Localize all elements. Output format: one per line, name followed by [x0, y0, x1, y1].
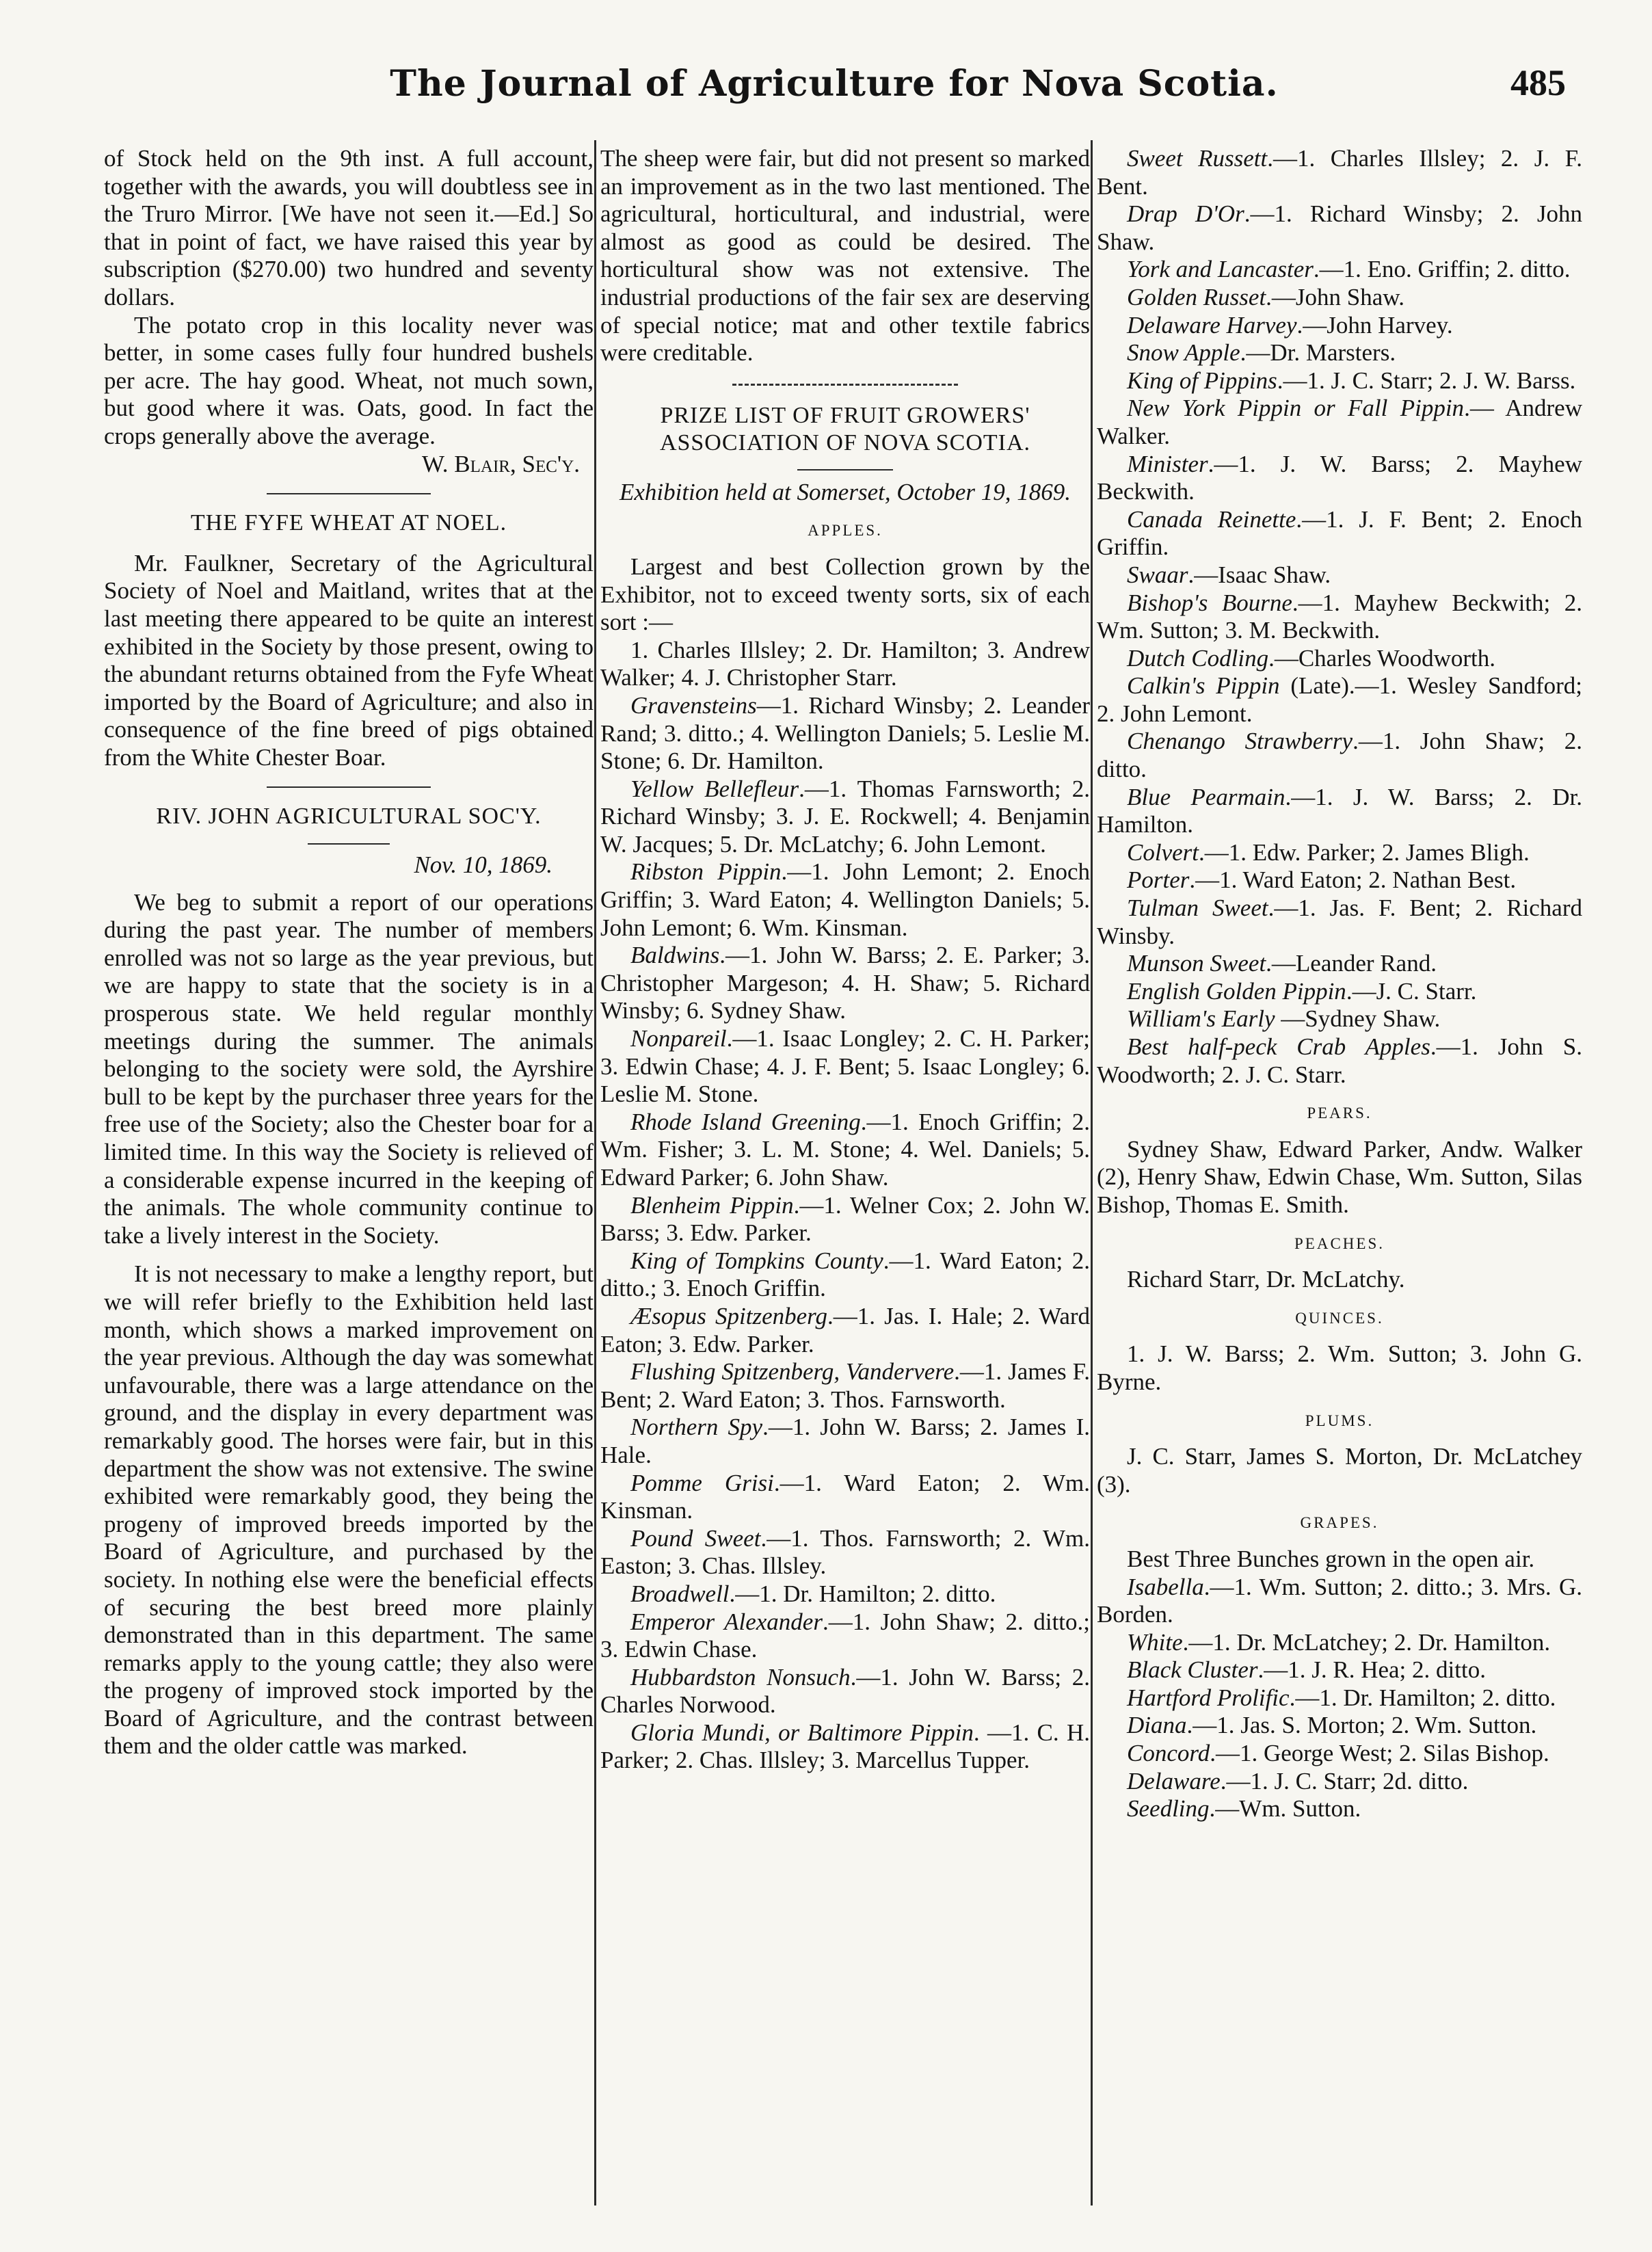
subheading-pears: PEARS.	[1307, 1104, 1372, 1122]
page-header	[103, 60, 1566, 115]
prize-entry: Diana.—1. Jas. S. Morton; 2. Wm. Sutton.	[1127, 1712, 1537, 1739]
prize-entry: Sweet Russett.—1. Charles Illsley; 2. J. F. Bent.	[1097, 145, 1582, 200]
prize-entry: Best half-peck Crab Apples.—1. John S. Woodworth; 2. J. C. Starr.	[1097, 1033, 1582, 1088]
section-divider	[267, 493, 431, 494]
prize-entry: Blue Pearmain.—1. J. W. Barss; 2. Dr. Hamilton.	[1097, 783, 1582, 838]
prize-entry: Dutch Codling.—Charles Woodworth.	[1127, 644, 1495, 672]
prize-entry: Baldwins.—1. John W. Barss; 2. E. Parker; 3. Christopher Margeson; 4. H. Shaw; 5. Richard Winsby; 6. Sydney Shaw.	[600, 942, 1090, 1024]
prize-entry: Delaware Harvey.—John Harvey.	[1127, 311, 1453, 339]
column-2	[600, 145, 1090, 2203]
prize-entry: Nonpareil.—1. Isaac Longley; 2. C. H. Parker; 3. Edwin Chase; 4. J. F. Bent; 5. Isaac Longley; 6. Leslie M. Stone.	[600, 1025, 1090, 1108]
subheading-quinces: QUINCES.	[1295, 1309, 1384, 1327]
dateline: Nov. 10, 1869.	[414, 851, 552, 879]
prize-entry: Swaar.—Isaac Shaw.	[1127, 561, 1331, 588]
prize-entry: Gravensteins—1. Richard Winsby; 2. Leander Rand; 3. ditto.; 4. Wellington Daniels; 5. Leslie M. Stone; 6. Dr. Hamilton.	[600, 691, 1090, 775]
prize-entry: Munson Sweet.—Leander Rand.	[1127, 950, 1437, 977]
paragraph: J. C. Starr, James S. Morton, Dr. McLatchey (3).	[1097, 1443, 1582, 1498]
heading-rule	[308, 843, 390, 845]
running-title: The Journal of Agriculture for Nova Scotia.	[390, 63, 1279, 105]
prize-entry: Hartford Prolific.—1. Dr. Hamilton; 2. ditto.	[1127, 1684, 1556, 1711]
prize-entry: Flushing Spitzenberg, Vandervere.—1. James F. Bent; 2. Ward Eaton; 3. Thos. Farnsworth.	[600, 1358, 1090, 1413]
signature: W. Blair, Sec'y.	[421, 450, 580, 477]
prize-entry: Rhode Island Greening.—1. Enoch Griffin; 2. Wm. Fisher; 3. L. M. Stone; 4. Wel. Daniels; 5. Edward Parker; 6. John Shaw.	[600, 1108, 1090, 1191]
exhibition-line: Exhibition held at Somerset, October 19, 1869.	[619, 478, 1071, 505]
paragraph: Largest and best Collection grown by the Exhibitor, not to exceed twenty sorts, six of each sort :—	[600, 553, 1090, 636]
prize-entry: Tulman Sweet.—1. Jas. F. Bent; 2. Richard Winsby.	[1097, 895, 1582, 949]
prize-entry: Pomme Grisi.—1. Ward Eaton; 2. Wm. Kinsman.	[600, 1469, 1090, 1524]
column-rule-left	[594, 140, 596, 2205]
prize-entry: New York Pippin or Fall Pippin.— Andrew Walker.	[1097, 395, 1582, 449]
prize-entry: William's Early —Sydney Shaw.	[1127, 1005, 1441, 1033]
prize-entry: Porter.—1. Ward Eaton; 2. Nathan Best.	[1127, 866, 1517, 894]
prize-entry: Emperor Alexander.—1. John Shaw; 2. ditto.; 3. Edwin Chase.	[600, 1608, 1090, 1663]
column-3	[1097, 145, 1582, 2203]
paragraph: of Stock held on the 9th inst. A full account, together with the awards, you will doubtless see in the Truro Mirror. [We have not seen it.—Ed.] So that in point of fact, we have raised this year by subscription ($270.00) two hundred and seventy dollars.	[104, 145, 594, 310]
heading-rule	[797, 469, 893, 471]
section-heading: RIV. JOHN AGRICULTURAL SOC'Y.	[156, 804, 542, 830]
paragraph: Mr. Faulkner, Secretary of the Agricultural Society of Noel and Maitland, writes that at the last meeting there appeared to be quite an interest exhibited in the Society by those present, owing to the abundant returns obtained from the Fyfe Wheat imported by the Board of Agriculture; and also in consequence of the fine breed of pigs obtained from the White Chester Boar.	[104, 549, 594, 771]
prize-entry: Colvert.—1. Edw. Parker; 2. James Bligh.	[1127, 838, 1530, 866]
prize-entry: English Golden Pippin.—J. C. Starr.	[1127, 977, 1477, 1005]
prize-entry: Pound Sweet.—1. Thos. Farnsworth; 2. Wm. Easton; 3. Chas. Illsley.	[600, 1524, 1090, 1580]
paragraph: Sydney Shaw, Edward Parker, Andw. Walker (2), Henry Shaw, Edwin Chase, Wm. Sutton, Silas Bishop, Thomas E. Smith.	[1097, 1135, 1582, 1218]
prize-entry: Black Cluster.—1. J. R. Hea; 2. ditto.	[1127, 1656, 1486, 1684]
prize-entry: Calkin's Pippin (Late).—1. Wesley Sandford; 2. John Lemont.	[1097, 672, 1582, 727]
subheading-apples: APPLES.	[808, 522, 883, 540]
prize-entry: York and Lancaster.—1. Eno. Griffin; 2. ditto.	[1127, 256, 1571, 283]
prize-entry: Yellow Bellefleur.—1. Thomas Farnsworth; 2. Richard Winsby; 3. J. E. Rockwell; 4. Benjamin W. Jacques; 5. Dr. McLatchy; 6. John Lemont.	[600, 775, 1090, 858]
prize-entry: Drap D'Or.—1. Richard Winsby; 2. John Shaw.	[1097, 200, 1582, 255]
prize-entry: King of Tompkins County.—1. Ward Eaton; 2. ditto.; 3. Enoch Griffin.	[600, 1247, 1090, 1302]
prize-entry: 1. Charles Illsley; 2. Dr. Hamilton; 3. Andrew Walker; 4. J. Christopher Starr.	[600, 636, 1090, 691]
prize-entry: King of Pippins.—1. J. C. Starr; 2. J. W. Barss.	[1127, 367, 1576, 394]
subheading-peaches: PEACHES.	[1294, 1234, 1385, 1252]
prize-entry: Ribston Pippin.—1. John Lemont; 2. Enoch Griffin; 3. Ward Eaton; 4. Wellington Daniels; 5. John Lemont; 6. Wm. Kinsman.	[600, 858, 1090, 941]
page-number: 485	[1510, 62, 1566, 103]
prize-entry: Gloria Mundi, or Baltimore Pippin. —1. C. H. Parker; 2. Chas. Illsley; 3. Marcellus Tupper.	[600, 1719, 1090, 1774]
prize-entry: Canada Reinette.—1. J. F. Bent; 2. Enoch Griffin.	[1097, 505, 1582, 561]
paragraph: 1. J. W. Barss; 2. Wm. Sutton; 3. John G. Byrne.	[1097, 1340, 1582, 1395]
prize-entry: Minister.—1. J. W. Barss; 2. Mayhew Beckwith.	[1097, 450, 1582, 505]
subheading-grapes: GRAPES.	[1300, 1514, 1379, 1532]
section-heading: PRIZE LIST OF FRUIT GROWERS' ASSOCIATION OF NOVA SCOTIA.	[659, 402, 1031, 455]
prize-entry: Seedling.—Wm. Sutton.	[1127, 1795, 1361, 1823]
prize-entry: Blenheim Pippin.—1. Welner Cox; 2. John W. Barss; 3. Edw. Parker.	[600, 1191, 1090, 1247]
prize-entry: Snow Apple.—Dr. Marsters.	[1127, 339, 1396, 367]
subheading-plums: PLUMS.	[1305, 1412, 1374, 1429]
prize-entry: White.—1. Dr. McLatchey; 2. Dr. Hamilton.	[1127, 1628, 1551, 1656]
prize-entry: Hubbardston Nonsuch.—1. John W. Barss; 2. Charles Norwood.	[600, 1663, 1090, 1719]
section-divider	[267, 786, 431, 788]
paragraph: It is not necessary to make a lengthy report, but we will refer briefly to the Exhibition held last month, which shows a marked improvement on the year previous. Although the day was somewhat unfavourable, there was a large attendance on the ground, and the display in every department was remarkably good. The horses were fair, but in this department the show was not extensive. The swine exhibited were remarkably good, they being the progeny of improved breeds imported by the Board of Agriculture, and purchased by the society. In nothing else were the beneficial effects of securing the best breed more plainly demonstrated than in this department. The same remarks apply to the young cattle; they also were the progeny of improved stock imported by the Board of Agriculture, and the contrast between them and the older cattle was marked.	[104, 1260, 594, 1760]
column-rule-right	[1091, 140, 1093, 2205]
paragraph: Best Three Bunches grown in the open air.	[1127, 1545, 1535, 1572]
section-heading: THE FYFE WHEAT AT NOEL.	[190, 510, 507, 536]
prize-entry: Broadwell.—1. Dr. Hamilton; 2. ditto.	[630, 1580, 996, 1607]
paragraph: The sheep were fair, but did not present so marked an improvement as in the two last mentioned. The agricultural, horticultural, and industrial, were almost as good as could be desired. The horticultural show was not extensive. The industrial productions of the fair sex are deserving of special notice; mat and other textile fabrics were creditable.	[600, 145, 1090, 367]
prize-entry: Chenango Strawberry.—1. John Shaw; 2. ditto.	[1097, 728, 1582, 783]
column-1	[104, 145, 594, 2203]
prize-entry: Æsopus Spitzenberg.—1. Jas. I. Hale; 2. Ward Eaton; 3. Edw. Parker.	[600, 1302, 1090, 1357]
prize-entry: Isabella.—1. Wm. Sutton; 2. ditto.; 3. Mrs. G. Borden.	[1097, 1573, 1582, 1628]
paragraph: We beg to submit a report of our operations during the past year. The number of members enrolled was not so large as the year previous, but we are happy to state that the society is in a prosperous state. We held regular monthly meetings during the summer. The animals belonging to the society were sold, the Ayrshire bull to be kept by the purchaser three years for the free use of the Society; also the Chester boar for a limited time. In this way the Society is relieved of a considerable expense incurred in the keeping of the animals. The whole community continue to take a lively interest in the Society.	[104, 888, 594, 1249]
paragraph: The potato crop in this locality never was better, in some cases fully four hundred bushels per acre. The hay good. Wheat, not much sown, but good where it was. Oats, good. In fact the crops generally above the average.	[104, 311, 594, 449]
prize-entry: Northern Spy.—1. John W. Barss; 2. James I. Hale.	[600, 1414, 1090, 1468]
prize-entry: Delaware.—1. J. C. Starr; 2d. ditto.	[1127, 1767, 1469, 1794]
section-divider	[732, 384, 958, 386]
prize-entry: Bishop's Bourne.—1. Mayhew Beckwith; 2. Wm. Sutton; 3. M. Beckwith.	[1097, 589, 1582, 644]
prize-entry: Concord.—1. George West; 2. Silas Bishop.	[1127, 1740, 1549, 1767]
paragraph: Richard Starr, Dr. McLatchy.	[1127, 1266, 1405, 1293]
prize-entry: Golden Russet.—John Shaw.	[1127, 283, 1405, 310]
